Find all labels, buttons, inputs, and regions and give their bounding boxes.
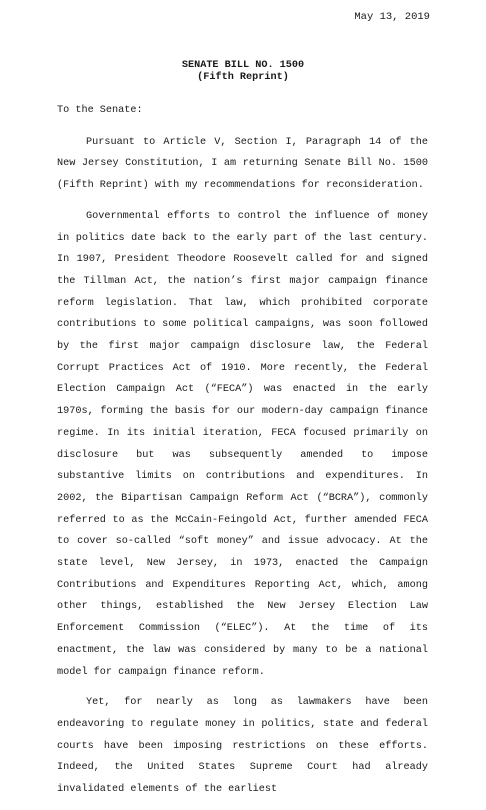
paragraph-3: Yet, for nearly as long as lawmakers have been endeavoring to regulate money in politics, state and federal courts have been imposing restrictions on these efforts. Indeed, the United States Supreme Court had already invalidated elements of the earliest: [57, 697, 428, 796]
bill-title-line2: (Fifth Reprint): [197, 72, 289, 83]
letter-date: May 13, 2019: [354, 11, 430, 23]
paragraph-2: Governmental efforts to control the influence of money in politics date back to the early part of the last century. In 1907, President Theodore Roosevelt called for and signed the Tillman Act, the nation’s first major campaign finance reform legislation. That law, which prohibited corporate contributions to some political campaigns, was soon followed by the first major campaign disclosure law, the Federal Corrupt Practices Act of 1910. More recently, the Federal Election Campaign Act (“FECA”) was enacted in the early 1970s, forming the basis for our modern-day campaign finance regime. In its initial iteration, FECA focused primarily on disclosure but was subsequently amended to impose substantive limits on contributions and expenditures. In 2002, the Bipartisan Campaign Reform Act (“BCRA”), commonly referred to as the McCain-Feingold Act, further amended FECA to cover so-called “soft money” and issue advocacy. At the state level, New Jersey, in 1973, enacted the Campaign Contributions and Expenditures Reporting Act, which, among other things, established the New Jersey Election Law Enforcement Commission (“ELEC”). At the time of its enactment, the law was considered by many to be a national model for campaign finance reform.: [57, 210, 428, 678]
letter-body: [57, 100, 428, 810]
paragraph-1: Pursuant to Article V, Section I, Paragraph 14 of the New Jersey Constitution, I am returning Senate Bill No. 1500 (Fifth Reprint) with my recommendations for reconsideration.: [57, 136, 428, 192]
bill-title: [0, 60, 486, 84]
bill-title-line1: SENATE BILL NO. 1500: [181, 60, 305, 71]
salutation: To the Senate:: [57, 105, 143, 116]
